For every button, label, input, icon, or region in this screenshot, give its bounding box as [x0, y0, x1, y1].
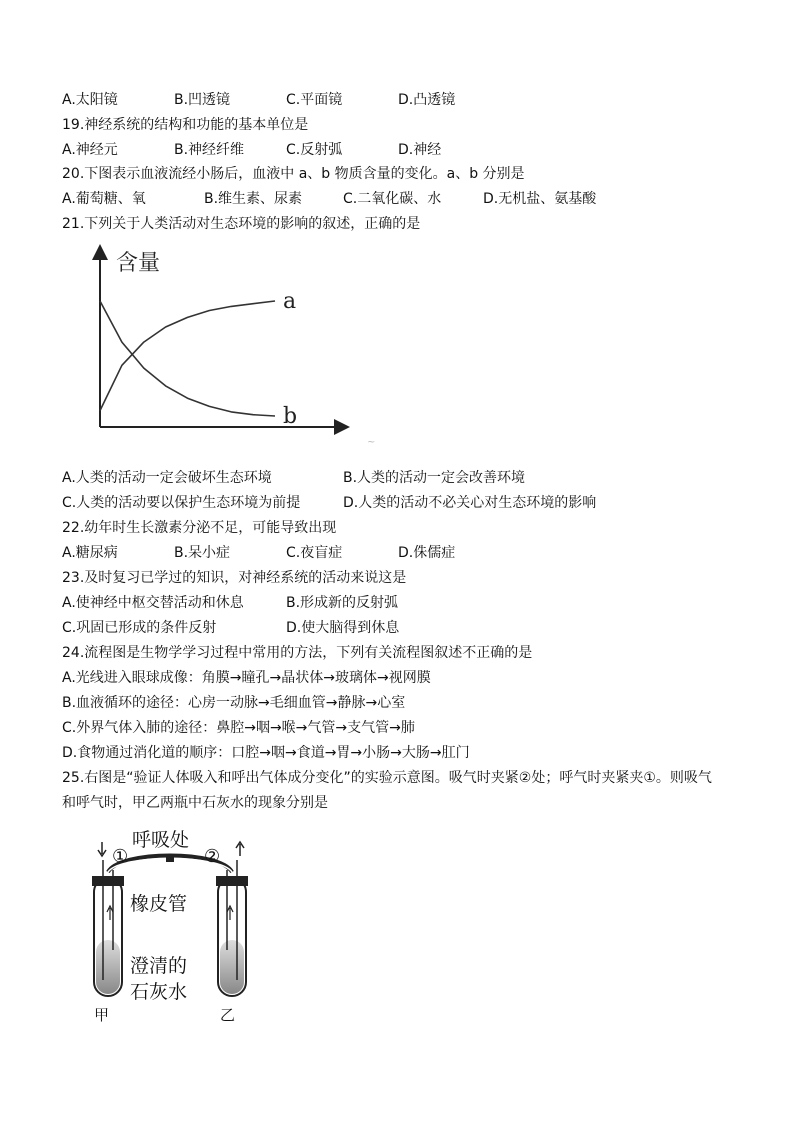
bottle-right	[216, 860, 248, 996]
q21-option-b: B.人类的活动一定会改善环境	[343, 470, 526, 486]
series-b-label: b	[283, 404, 298, 429]
q19-option-d: D.神经	[398, 142, 442, 158]
q22-option-c: C.夜盲症	[286, 545, 343, 561]
q19-option-b: B.神经纤维	[174, 142, 245, 158]
watermark-mark: ~	[367, 437, 376, 448]
q22-stem: 22.幼年时生长激素分泌不足，可能导致出现	[62, 520, 337, 536]
series-a-label: a	[283, 289, 297, 314]
q20-option-a: A.葡萄糖、氧	[62, 191, 146, 207]
series-a-line	[100, 301, 275, 411]
label-bottle-jia: 甲	[94, 1006, 110, 1024]
q24-option-a: A.光线进入眼球成像：角膜→瞳孔→晶状体→玻璃体→视网膜	[62, 670, 431, 686]
label-breath-point: 呼吸处	[132, 829, 190, 851]
y-axis-label: 含量	[116, 251, 161, 276]
q21-stem: 21.下列关于人类活动对生态环境的影响的叙述，正确的是	[62, 216, 421, 232]
q23-option-d: D.使大脑得到休息	[286, 620, 400, 636]
q23-option-a: A.使神经中枢交替活动和休息	[62, 595, 244, 611]
label-clear: 澄清的	[130, 955, 188, 977]
q25-stem-line2: 和呼气时，甲乙两瓶中石灰水的现象分别是	[62, 795, 328, 811]
breath-experiment-diagram	[80, 820, 270, 1030]
q19-option-c: C.反射弧	[286, 142, 343, 158]
q24-option-c: C.外界气体入肺的途径：鼻腔→咽→喉→气管→支气管→肺	[62, 720, 415, 736]
q22-option-b: B.呆小症	[174, 545, 231, 561]
q19-option-a: A.神经元	[62, 142, 118, 158]
q20-option-c: C.二氧化碳、水	[343, 191, 442, 207]
q18-option-c: C.平面镜	[286, 92, 343, 108]
bottle-left	[92, 860, 124, 996]
q25-stem-line1: 25.右图是“验证人体吸入和呼出气体成分变化”的实验示意图。吸气时夹紧②处；呼气时夹紧夹①。则吸气	[62, 770, 712, 786]
q24-option-b: B.血液循环的途径：心房一动脉→毛细血管→静脉→心室	[62, 695, 406, 711]
q20-option-b: B.维生素、尿素	[204, 191, 303, 207]
content-curve-chart	[80, 240, 376, 455]
q21-option-c: C.人类的活动要以保护生态环境为前提	[62, 495, 301, 511]
q23-stem: 23.及时复习已学过的知识，对神经系统的活动来说这是	[62, 570, 407, 586]
q19-stem: 19.神经系统的结构和功能的基本单位是	[62, 117, 309, 133]
label-limewater: 石灰水	[130, 981, 188, 1003]
q21-option-a: A.人类的活动一定会破坏生态环境	[62, 470, 272, 486]
q24-option-d: D.食物通过消化道的顺序：口腔→咽→食道→胃→小肠→大肠→肛门	[62, 745, 470, 761]
q24-stem: 24.流程图是生物学学习过程中常用的方法，下列有关流程图叙述不正确的是	[62, 645, 533, 661]
q23-option-c: C.巩固已形成的条件反射	[62, 620, 217, 636]
q22-option-a: A.糖尿病	[62, 545, 118, 561]
q18-option-d: D.凸透镜	[398, 92, 456, 108]
label-rubber-tube: 橡皮管	[130, 893, 188, 915]
q20-stem: 20.下图表示血液流经小肠后，血液中 a、b 物质含量的变化。a、b 分别是	[62, 166, 525, 182]
label-clamp-1: ①	[112, 846, 129, 867]
q18-option-a: A.太阳镜	[62, 92, 118, 108]
arrow-up-right-icon	[236, 842, 244, 856]
q21-option-d: D.人类的活动不必关心对生态环境的影响	[343, 495, 597, 511]
label-clamp-2: ②	[204, 846, 221, 867]
q23-option-b: B.形成新的反射弧	[286, 595, 399, 611]
mouthpiece	[166, 854, 174, 862]
q20-option-d: D.无机盐、氨基酸	[483, 191, 597, 207]
q22-option-d: D.侏儒症	[398, 545, 456, 561]
arrow-down-left-icon	[98, 842, 106, 856]
q18-option-b: B.凹透镜	[174, 92, 231, 108]
label-bottle-yi: 乙	[220, 1006, 236, 1024]
